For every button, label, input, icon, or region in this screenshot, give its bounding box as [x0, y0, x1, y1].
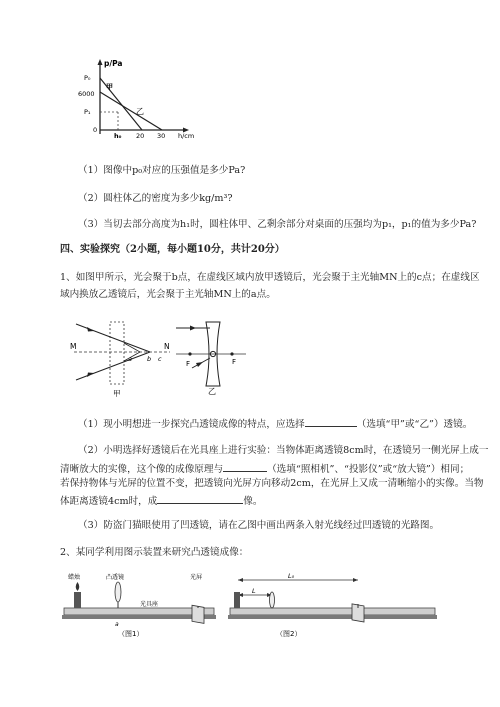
tick-30: 30 [157, 132, 166, 140]
y-axis-label: p/Pa [104, 59, 123, 68]
caption-jia: 甲 [113, 389, 121, 398]
label-F-right: F [232, 358, 237, 366]
label-L: L [252, 587, 256, 595]
candle-flame [76, 582, 80, 591]
incident-ray-lower-arrow [196, 362, 203, 367]
candle [74, 592, 81, 608]
q1-sub1 [78, 416, 472, 431]
section-title: 四、实验探究（2小题，每小题10分，共计20分） [60, 244, 285, 255]
q1-sub1-blank[interactable] [305, 416, 357, 427]
label-c: c [158, 355, 162, 363]
focal-point-right [230, 352, 233, 355]
caption-fig2: （图2） [276, 630, 302, 638]
q1-sub2-blank-2[interactable] [157, 493, 243, 504]
incident-ray-upper-arrow [190, 326, 196, 331]
q1-sub3: （3）防盗门猫眼使用了凹透镜，请在乙图中画出两条入射光线经过凹透镜的光路图。 [78, 520, 440, 531]
dashed-lens-region [110, 322, 124, 384]
q1-stem-line1: 1、如图甲所示，光会聚于b点，在虚线区域内放甲透镜后，光会聚于主光轴MN上的c点；在虚线区 [60, 272, 480, 283]
ray-upper [76, 324, 150, 352]
question-3-1: （1）图像中p₀对应的压强值是多少Pa? [78, 165, 246, 176]
caption-fig1: （图1） [118, 630, 144, 638]
label-M: M [70, 342, 77, 351]
pressure-height-graph [78, 56, 206, 140]
tick-p0: P₀ [84, 74, 91, 82]
label-L0: L₀ [288, 572, 295, 580]
focal-point-left [188, 352, 191, 355]
label-a: a [128, 355, 132, 363]
label-N: N [164, 342, 170, 351]
label-lens: 凸透镜 [106, 574, 125, 581]
q1-stem-line2: 域内换放乙透镜后，光会聚于主光轴MN上的a点。 [60, 289, 276, 300]
figure-yi [176, 318, 250, 396]
q1-sub2-text-d: 像。 [243, 496, 263, 507]
q1-sub1-text-b: （选填“甲”或“乙”）透镜。 [356, 419, 473, 430]
ray-lower [76, 352, 150, 380]
bench2-base [228, 615, 437, 619]
label-screen: 光屏 [190, 574, 203, 581]
q1-sub2-text-c: 体距离透镜4cm时，成 [60, 496, 158, 507]
tick-h0: h₀ [114, 132, 122, 140]
label-jia: 甲 [106, 83, 113, 91]
tick-origin: 0 [93, 126, 98, 134]
x-axis-label: h/cm [178, 132, 195, 140]
q1-sub2-blank-1[interactable] [223, 461, 267, 472]
line-yi [100, 92, 162, 130]
tick-6000: 6000 [78, 90, 95, 98]
ray-lower-arrow [87, 373, 94, 378]
caption-yi: 乙 [208, 387, 216, 396]
q1-sub2-line2 [60, 461, 469, 476]
label-yi: 乙 [136, 107, 144, 116]
bench2-rail [230, 608, 435, 615]
q2-stem: 2、某同学利用图示装置来研究凸透镜成像： [60, 547, 249, 558]
label-a-point: a [115, 621, 119, 628]
convex-lens [115, 582, 121, 602]
q1-sub2-text-a: 清晰放大的实像，这个像的成像原理与 [60, 464, 224, 475]
figure-1-optical-bench [60, 570, 220, 646]
ray-upper-arrow [87, 327, 94, 332]
tick-p1: P₁ [84, 108, 91, 116]
q1-sub2-line3: 若保持物体与光屏的位置不变，把透镜向光屏方向移动2cm，在光屏上又成一清晰缩小的实像。当物 [60, 478, 484, 489]
q1-sub2-line4 [60, 493, 263, 508]
figure-jia [70, 316, 174, 398]
label-F-left: F [186, 360, 191, 368]
q1-sub2-text-b: （选填“照相机”、“投影仪”或“放大镜”）相同； [267, 464, 470, 475]
question-3-3: （3）当切去部分高度为h₁时，圆柱体甲、乙剩余部分对桌面的压强均为p₁，p₁的值为多少Pa? [78, 219, 477, 230]
question-3-2: （2）圆柱体乙的密度为多少kg/m³? [78, 193, 233, 204]
label-b: b [147, 355, 152, 363]
lens-2 [270, 592, 275, 608]
figure-2-distances [228, 570, 440, 646]
q1-sub1-text-a: （1）现小明想进一步探究凸透镜成像的特点，应选择 [78, 419, 305, 430]
tick-20: 20 [136, 132, 145, 140]
bench-rail [64, 608, 214, 615]
object-holder [234, 592, 240, 608]
q1-sub2-line1: （2）小明选择好透镜后在光具座上进行实验：当物体距离透镜8cm时，在透镜另一侧光屏上成一 [78, 445, 489, 456]
y-axis-arrow [98, 59, 103, 65]
label-bench: 光具座 [140, 601, 159, 608]
label-candle: 蜡烛 [68, 574, 81, 581]
